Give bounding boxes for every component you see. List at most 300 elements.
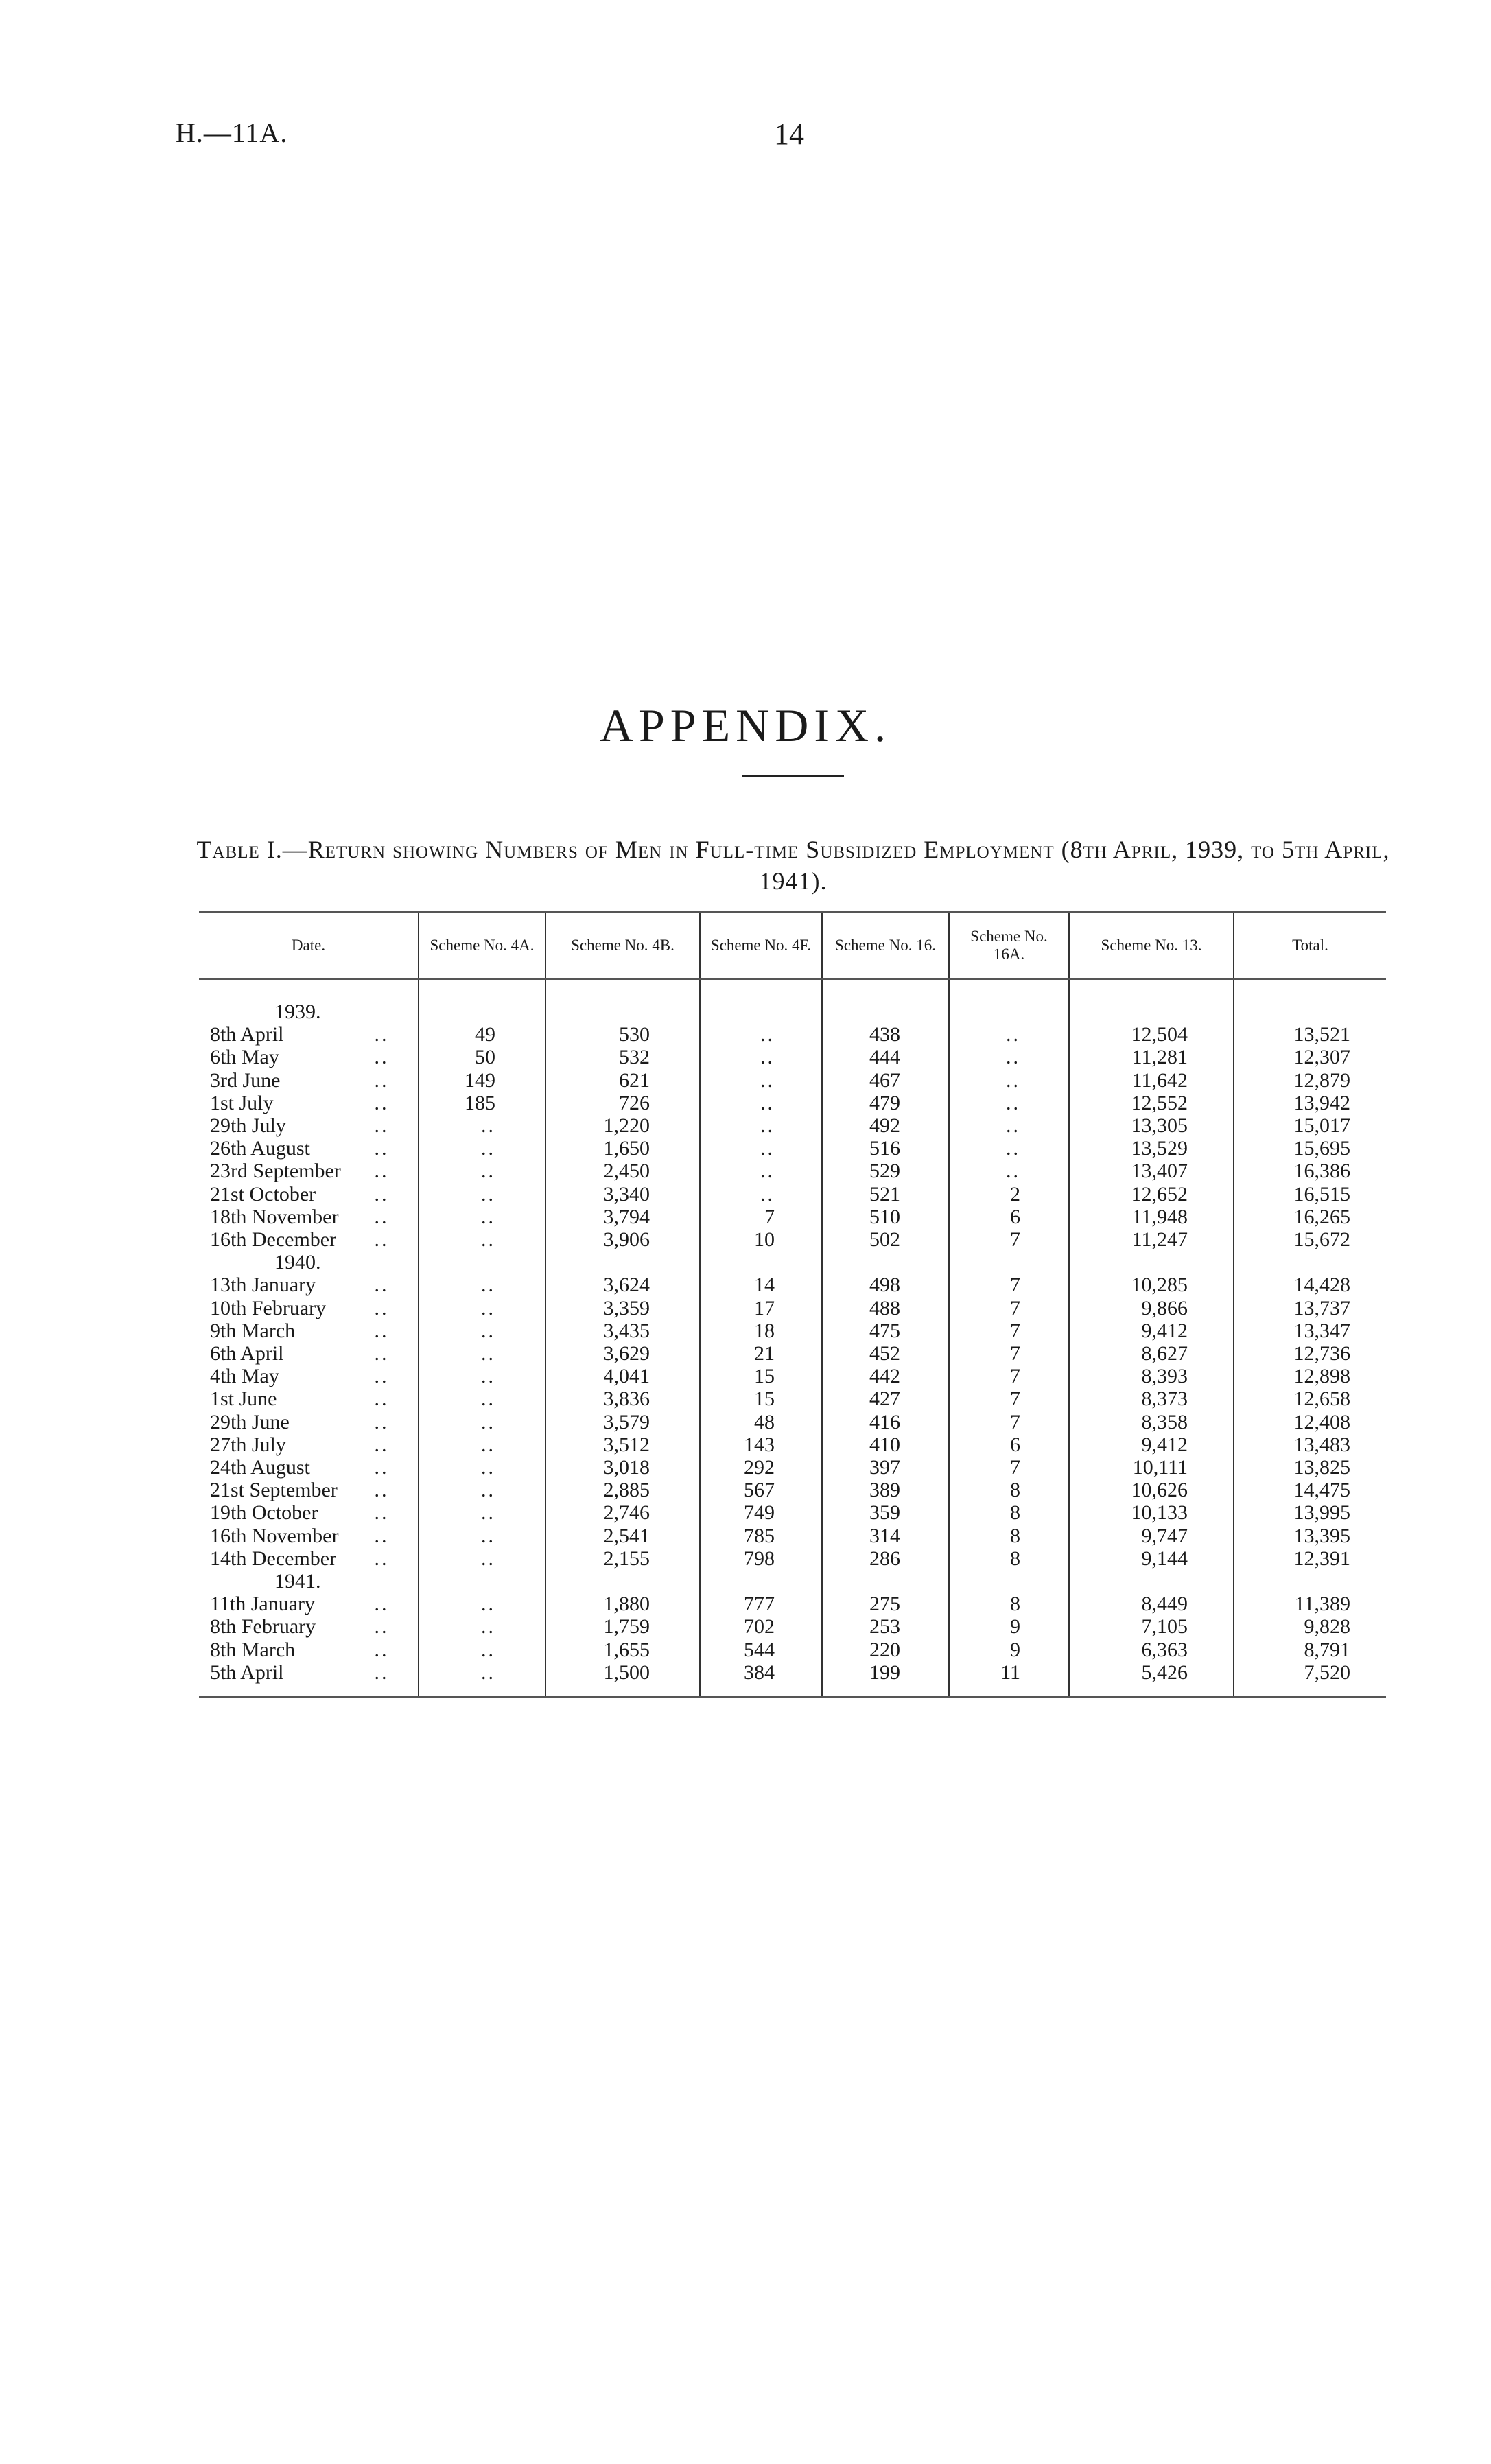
scheme-4f-cell: 384 <box>700 1661 822 1697</box>
date-label: 18th November <box>210 1205 339 1228</box>
scheme-13-cell: 8,393 <box>1069 1365 1234 1387</box>
empty-cell <box>700 1000 822 1023</box>
table-row <box>199 1183 1386 1206</box>
date-label: 4th May <box>210 1365 279 1388</box>
scheme-4b-cell: 3,435 <box>545 1319 700 1342</box>
scheme-4a-cell: .. <box>419 1411 545 1433</box>
scheme-4a-cell: .. <box>419 1456 545 1479</box>
scheme-4f-cell: 785 <box>700 1525 822 1547</box>
table-row <box>199 1387 1386 1410</box>
total-cell: 16,386 <box>1234 1160 1386 1182</box>
total-cell: 13,942 <box>1234 1092 1386 1114</box>
total-cell: 12,736 <box>1234 1342 1386 1365</box>
scheme-16-cell: 410 <box>822 1433 949 1456</box>
scheme-16a-cell: 7 <box>949 1456 1069 1479</box>
scheme-4f-cell: .. <box>700 1114 822 1137</box>
scheme-4a-cell: .. <box>419 1342 545 1365</box>
scheme-4b-cell: 1,655 <box>545 1639 700 1661</box>
spacer-cell <box>1069 979 1234 1000</box>
scheme-4a-cell: .. <box>419 1365 545 1387</box>
date-label: 9th March <box>210 1319 296 1342</box>
date-leader-dots: .. <box>374 1137 389 1160</box>
scheme-4f-cell: .. <box>700 1092 822 1114</box>
scheme-4f-cell: 10 <box>700 1228 822 1251</box>
date-leader-dots: .. <box>374 1228 389 1252</box>
date-label: 3rd June <box>210 1068 281 1092</box>
total-cell: 11,389 <box>1234 1593 1386 1615</box>
scheme-13-cell: 5,426 <box>1069 1661 1234 1697</box>
scheme-13-cell: 9,866 <box>1069 1297 1234 1319</box>
date-cell <box>199 1547 419 1570</box>
scheme-16a-cell: 7 <box>949 1387 1069 1410</box>
scheme-4f-cell: 292 <box>700 1456 822 1479</box>
scheme-4f-cell: 15 <box>700 1365 822 1387</box>
date-label: 6th May <box>210 1046 279 1069</box>
scheme-4f-cell: 544 <box>700 1639 822 1661</box>
date-label: 1st July <box>210 1091 274 1114</box>
scheme-16-cell: 479 <box>822 1092 949 1114</box>
date-cell <box>199 1046 419 1068</box>
date-cell <box>199 1137 419 1160</box>
scheme-16-cell: 220 <box>822 1639 949 1661</box>
total-cell: 13,521 <box>1234 1023 1386 1046</box>
scheme-16a-cell: .. <box>949 1114 1069 1137</box>
column-header-scheme-4f: Scheme No. 4F. <box>700 912 822 979</box>
scheme-4f-cell: 143 <box>700 1433 822 1456</box>
scheme-16-cell: 359 <box>822 1501 949 1524</box>
scheme-16-cell: 275 <box>822 1593 949 1615</box>
total-cell: 12,658 <box>1234 1387 1386 1410</box>
column-header-scheme-4b: Scheme No. 4B. <box>545 912 700 979</box>
year-row <box>199 1251 1386 1274</box>
total-cell: 16,515 <box>1234 1183 1386 1206</box>
scheme-16-cell: 467 <box>822 1069 949 1092</box>
scheme-16a-cell: 7 <box>949 1228 1069 1251</box>
table-row <box>199 1593 1386 1615</box>
table-row <box>199 1069 1386 1092</box>
scheme-13-cell: 11,247 <box>1069 1228 1234 1251</box>
date-label: 5th April <box>210 1661 284 1684</box>
empty-cell <box>700 1570 822 1593</box>
scheme-13-cell: 9,412 <box>1069 1433 1234 1456</box>
page-number: 14 <box>774 117 804 151</box>
date-leader-dots: .. <box>374 1023 389 1046</box>
scheme-4a-cell: 185 <box>419 1092 545 1114</box>
date-leader-dots: .. <box>374 1274 389 1297</box>
scheme-16a-cell: 8 <box>949 1525 1069 1547</box>
scheme-16-cell: 444 <box>822 1046 949 1068</box>
year-row <box>199 1000 1386 1023</box>
date-cell <box>199 1387 419 1410</box>
scheme-16a-cell: .. <box>949 1069 1069 1092</box>
date-label: 21st October <box>210 1182 316 1206</box>
scheme-13-cell: 10,285 <box>1069 1274 1234 1296</box>
table-caption: Table I.—Return showing Numbers of Men in Full-time Subsidized Employment (8th April, 1939, to 5th April, 1941). <box>196 836 1390 895</box>
date-cell <box>199 1160 419 1182</box>
empty-cell <box>822 1000 949 1023</box>
empty-cell <box>949 1570 1069 1593</box>
empty-cell <box>949 1000 1069 1023</box>
scheme-4f-cell: 702 <box>700 1615 822 1638</box>
total-cell: 12,408 <box>1234 1411 1386 1433</box>
scheme-4b-cell: 1,759 <box>545 1615 700 1638</box>
table-body <box>199 979 1386 1697</box>
scheme-16a-cell: 8 <box>949 1479 1069 1501</box>
date-cell <box>199 1092 419 1114</box>
table-header-row <box>199 912 1386 979</box>
scheme-16-cell: 389 <box>822 1479 949 1501</box>
employment-table <box>199 911 1386 1698</box>
scheme-4f-cell: 777 <box>700 1593 822 1615</box>
table-row <box>199 1342 1386 1365</box>
scheme-4a-cell: .. <box>419 1387 545 1410</box>
scheme-16-cell: 199 <box>822 1661 949 1697</box>
scheme-4b-cell: 530 <box>545 1023 700 1046</box>
scheme-13-cell: 12,552 <box>1069 1092 1234 1114</box>
scheme-16a-cell: 2 <box>949 1183 1069 1206</box>
scheme-4b-cell: 2,450 <box>545 1160 700 1182</box>
date-label: 24th August <box>210 1456 310 1479</box>
total-cell: 12,879 <box>1234 1069 1386 1092</box>
scheme-4f-cell: .. <box>700 1160 822 1182</box>
total-cell: 13,825 <box>1234 1456 1386 1479</box>
total-cell: 8,791 <box>1234 1639 1386 1661</box>
spacer-cell <box>419 979 545 1000</box>
date-cell <box>199 1342 419 1365</box>
scheme-4b-cell: 3,794 <box>545 1206 700 1228</box>
scheme-4a-cell: .. <box>419 1639 545 1661</box>
scheme-16-cell: 521 <box>822 1183 949 1206</box>
date-leader-dots: .. <box>374 1547 389 1570</box>
scheme-4b-cell: 2,746 <box>545 1501 700 1524</box>
scheme-4a-cell: .. <box>419 1661 545 1697</box>
date-leader-dots: .. <box>374 1387 389 1411</box>
scheme-13-cell: 9,412 <box>1069 1319 1234 1342</box>
scheme-4a-cell: 149 <box>419 1069 545 1092</box>
scheme-4b-cell: 2,541 <box>545 1525 700 1547</box>
scheme-16a-cell: 7 <box>949 1365 1069 1387</box>
table-spacer-row <box>199 979 1386 1000</box>
scheme-4a-cell: .. <box>419 1297 545 1319</box>
scheme-4a-cell: .. <box>419 1160 545 1182</box>
scheme-16a-cell: 6 <box>949 1433 1069 1456</box>
scheme-13-cell: 10,111 <box>1069 1456 1234 1479</box>
date-leader-dots: .. <box>374 1182 389 1206</box>
scheme-13-cell: 6,363 <box>1069 1639 1234 1661</box>
scheme-4a-cell: .. <box>419 1433 545 1456</box>
empty-cell <box>419 1251 545 1274</box>
date-cell <box>199 1433 419 1456</box>
date-cell <box>199 1183 419 1206</box>
empty-cell <box>419 1000 545 1023</box>
scheme-4f-cell: .. <box>700 1069 822 1092</box>
scheme-4b-cell: 532 <box>545 1046 700 1068</box>
scheme-4a-cell: .. <box>419 1547 545 1570</box>
date-cell <box>199 1319 419 1342</box>
scheme-4b-cell: 3,906 <box>545 1228 700 1251</box>
spacer-cell <box>1234 979 1386 1000</box>
date-label: 6th April <box>210 1342 284 1365</box>
scheme-16-cell: 516 <box>822 1137 949 1160</box>
scheme-4f-cell: 17 <box>700 1297 822 1319</box>
date-leader-dots: .. <box>374 1319 389 1342</box>
date-leader-dots: .. <box>374 1433 389 1456</box>
scheme-4b-cell: 621 <box>545 1069 700 1092</box>
date-cell <box>199 1525 419 1547</box>
scheme-4b-cell: 3,579 <box>545 1411 700 1433</box>
date-leader-dots: .. <box>374 1068 389 1092</box>
table-row <box>199 1547 1386 1570</box>
table-row <box>199 1639 1386 1661</box>
empty-cell <box>545 1570 700 1593</box>
scheme-13-cell: 10,133 <box>1069 1501 1234 1524</box>
scheme-16-cell: 253 <box>822 1615 949 1638</box>
employment-table-container <box>199 911 1386 1698</box>
date-label: 8th March <box>210 1638 296 1661</box>
total-cell: 12,391 <box>1234 1547 1386 1570</box>
date-cell <box>199 1456 419 1479</box>
date-cell <box>199 1228 419 1251</box>
date-leader-dots: .. <box>374 1501 389 1525</box>
scheme-13-cell: 11,642 <box>1069 1069 1234 1092</box>
scheme-4b-cell: 3,018 <box>545 1456 700 1479</box>
scheme-13-cell: 13,529 <box>1069 1137 1234 1160</box>
date-cell <box>199 1615 419 1638</box>
scheme-4b-cell: 3,624 <box>545 1274 700 1296</box>
scheme-4a-cell: .. <box>419 1228 545 1251</box>
date-label: 23rd September <box>210 1160 341 1183</box>
scheme-13-cell: 9,747 <box>1069 1525 1234 1547</box>
date-label: 1st June <box>210 1387 277 1411</box>
scheme-16-cell: 452 <box>822 1342 949 1365</box>
scheme-4a-cell: .. <box>419 1137 545 1160</box>
table-row <box>199 1365 1386 1387</box>
scheme-13-cell: 8,627 <box>1069 1342 1234 1365</box>
empty-cell <box>1069 1251 1234 1274</box>
date-leader-dots: .. <box>374 1091 389 1114</box>
total-cell: 15,695 <box>1234 1137 1386 1160</box>
appendix-title: APPENDIX. <box>599 699 892 751</box>
date-leader-dots: .. <box>374 1410 389 1433</box>
scheme-4a-cell: 49 <box>419 1023 545 1046</box>
scheme-13-cell: 11,948 <box>1069 1206 1234 1228</box>
scheme-4b-cell: 3,340 <box>545 1183 700 1206</box>
date-label: 26th August <box>210 1137 310 1160</box>
date-cell <box>199 1501 419 1524</box>
total-cell: 9,828 <box>1234 1615 1386 1638</box>
scheme-4b-cell: 1,650 <box>545 1137 700 1160</box>
scheme-4f-cell: 15 <box>700 1387 822 1410</box>
scheme-4b-cell: 1,500 <box>545 1661 700 1697</box>
scheme-16a-cell: 9 <box>949 1615 1069 1638</box>
spacer-cell <box>199 979 419 1000</box>
date-label: 10th February <box>210 1296 327 1319</box>
scheme-16-cell: 475 <box>822 1319 949 1342</box>
scheme-4f-cell: 48 <box>700 1411 822 1433</box>
scheme-4a-cell: .. <box>419 1615 545 1638</box>
scheme-4a-cell: .. <box>419 1525 545 1547</box>
scheme-4a-cell: 50 <box>419 1046 545 1068</box>
scheme-4a-cell: .. <box>419 1479 545 1501</box>
empty-cell <box>1234 1570 1386 1593</box>
table-row <box>199 1092 1386 1114</box>
total-cell: 16,265 <box>1234 1206 1386 1228</box>
date-label: 16th December <box>210 1228 337 1252</box>
total-cell: 7,520 <box>1234 1661 1386 1697</box>
scheme-4a-cell: .. <box>419 1114 545 1137</box>
spacer-cell <box>822 979 949 1000</box>
scheme-16-cell: 438 <box>822 1023 949 1046</box>
scheme-4a-cell: .. <box>419 1593 545 1615</box>
empty-cell <box>1234 1000 1386 1023</box>
scheme-16-cell: 286 <box>822 1547 949 1570</box>
scheme-16a-cell: 7 <box>949 1297 1069 1319</box>
scheme-4f-cell: 21 <box>700 1342 822 1365</box>
table-row <box>199 1046 1386 1068</box>
table-row <box>199 1274 1386 1296</box>
date-cell <box>199 1114 419 1137</box>
date-label: 8th April <box>210 1023 284 1046</box>
total-cell: 14,475 <box>1234 1479 1386 1501</box>
date-leader-dots: .. <box>374 1615 389 1639</box>
scheme-16-cell: 498 <box>822 1274 949 1296</box>
table-row <box>199 1525 1386 1547</box>
date-cell <box>199 1365 419 1387</box>
date-cell <box>199 1479 419 1501</box>
scheme-13-cell: 9,144 <box>1069 1547 1234 1570</box>
scheme-16a-cell: .. <box>949 1160 1069 1182</box>
date-label: 29th July <box>210 1114 286 1138</box>
empty-cell <box>700 1251 822 1274</box>
scheme-16-cell: 314 <box>822 1525 949 1547</box>
date-label: 21st September <box>210 1479 338 1502</box>
year-row <box>199 1570 1386 1593</box>
table-row <box>199 1456 1386 1479</box>
scheme-16a-cell: 8 <box>949 1593 1069 1615</box>
table-row <box>199 1479 1386 1501</box>
date-leader-dots: .. <box>374 1479 389 1502</box>
year-label: 1940. <box>274 1251 321 1274</box>
empty-cell <box>545 1251 700 1274</box>
table-row <box>199 1297 1386 1319</box>
scheme-13-cell: 8,449 <box>1069 1593 1234 1615</box>
scheme-13-cell: 13,407 <box>1069 1160 1234 1182</box>
scheme-4f-cell: 14 <box>700 1274 822 1296</box>
scheme-4f-cell: 7 <box>700 1206 822 1228</box>
date-label: 29th June <box>210 1410 290 1433</box>
date-label: 27th July <box>210 1433 286 1456</box>
column-header-date: Date. <box>199 912 419 979</box>
scheme-13-cell: 7,105 <box>1069 1615 1234 1638</box>
scheme-16a-cell: 11 <box>949 1661 1069 1697</box>
date-label: 19th October <box>210 1501 318 1525</box>
empty-cell <box>822 1251 949 1274</box>
scheme-16a-cell: .. <box>949 1137 1069 1160</box>
scheme-4f-cell: .. <box>700 1023 822 1046</box>
date-cell <box>199 1274 419 1296</box>
scheme-16a-cell: 7 <box>949 1274 1069 1296</box>
total-cell: 13,737 <box>1234 1297 1386 1319</box>
date-cell <box>199 1661 419 1697</box>
scheme-4b-cell: 3,629 <box>545 1342 700 1365</box>
scheme-16-cell: 488 <box>822 1297 949 1319</box>
spacer-cell <box>545 979 700 1000</box>
date-label: 16th November <box>210 1524 339 1547</box>
table-row <box>199 1501 1386 1524</box>
date-leader-dots: .. <box>374 1296 389 1319</box>
scheme-4f-cell: .. <box>700 1046 822 1068</box>
scheme-13-cell: 11,281 <box>1069 1046 1234 1068</box>
table-row <box>199 1206 1386 1228</box>
date-leader-dots: .. <box>374 1593 389 1616</box>
table-row <box>199 1411 1386 1433</box>
scheme-4b-cell: 3,512 <box>545 1433 700 1456</box>
scheme-4b-cell: 3,359 <box>545 1297 700 1319</box>
empty-cell <box>1069 1570 1234 1593</box>
empty-cell <box>419 1570 545 1593</box>
scheme-16-cell: 442 <box>822 1365 949 1387</box>
date-cell <box>199 1593 419 1615</box>
scheme-4a-cell: .. <box>419 1274 545 1296</box>
scheme-13-cell: 8,358 <box>1069 1411 1234 1433</box>
date-leader-dots: .. <box>374 1342 389 1365</box>
scheme-13-cell: 10,626 <box>1069 1479 1234 1501</box>
scheme-16-cell: 416 <box>822 1411 949 1433</box>
date-leader-dots: .. <box>374 1365 389 1388</box>
scheme-16-cell: 510 <box>822 1206 949 1228</box>
date-cell <box>199 1297 419 1319</box>
scheme-16a-cell: 7 <box>949 1319 1069 1342</box>
table-row <box>199 1160 1386 1182</box>
date-cell <box>199 1639 419 1661</box>
date-leader-dots: .. <box>374 1160 389 1183</box>
date-cell <box>199 1069 419 1092</box>
date-label: 13th January <box>210 1274 316 1297</box>
table-row <box>199 1615 1386 1638</box>
date-leader-dots: .. <box>374 1456 389 1479</box>
total-cell: 13,995 <box>1234 1501 1386 1524</box>
date-leader-dots: .. <box>374 1524 389 1547</box>
date-label: 8th February <box>210 1615 316 1639</box>
total-cell: 13,395 <box>1234 1525 1386 1547</box>
column-header-scheme-16a: Scheme No. 16A. <box>949 912 1069 979</box>
scheme-16a-cell: .. <box>949 1092 1069 1114</box>
total-cell: 15,672 <box>1234 1228 1386 1251</box>
scheme-4b-cell: 1,220 <box>545 1114 700 1137</box>
scheme-4f-cell: 749 <box>700 1501 822 1524</box>
date-leader-dots: .. <box>374 1661 389 1684</box>
empty-cell <box>1069 1000 1234 1023</box>
empty-cell <box>822 1570 949 1593</box>
date-cell <box>199 1023 419 1046</box>
scheme-4b-cell: 1,880 <box>545 1593 700 1615</box>
scheme-4f-cell: 567 <box>700 1479 822 1501</box>
scheme-16-cell: 427 <box>822 1387 949 1410</box>
date-leader-dots: .. <box>374 1114 389 1138</box>
title-underline-rule <box>742 775 844 777</box>
date-leader-dots: .. <box>374 1046 389 1069</box>
scheme-4f-cell: 18 <box>700 1319 822 1342</box>
scheme-13-cell: 12,652 <box>1069 1183 1234 1206</box>
date-label: 11th January <box>210 1593 316 1616</box>
scheme-4b-cell: 4,041 <box>545 1365 700 1387</box>
table-row <box>199 1228 1386 1251</box>
scheme-16a-cell: 6 <box>949 1206 1069 1228</box>
date-leader-dots: .. <box>374 1205 389 1228</box>
table-row <box>199 1023 1386 1046</box>
column-header-total: Total. <box>1234 912 1386 979</box>
scheme-4f-cell: .. <box>700 1183 822 1206</box>
